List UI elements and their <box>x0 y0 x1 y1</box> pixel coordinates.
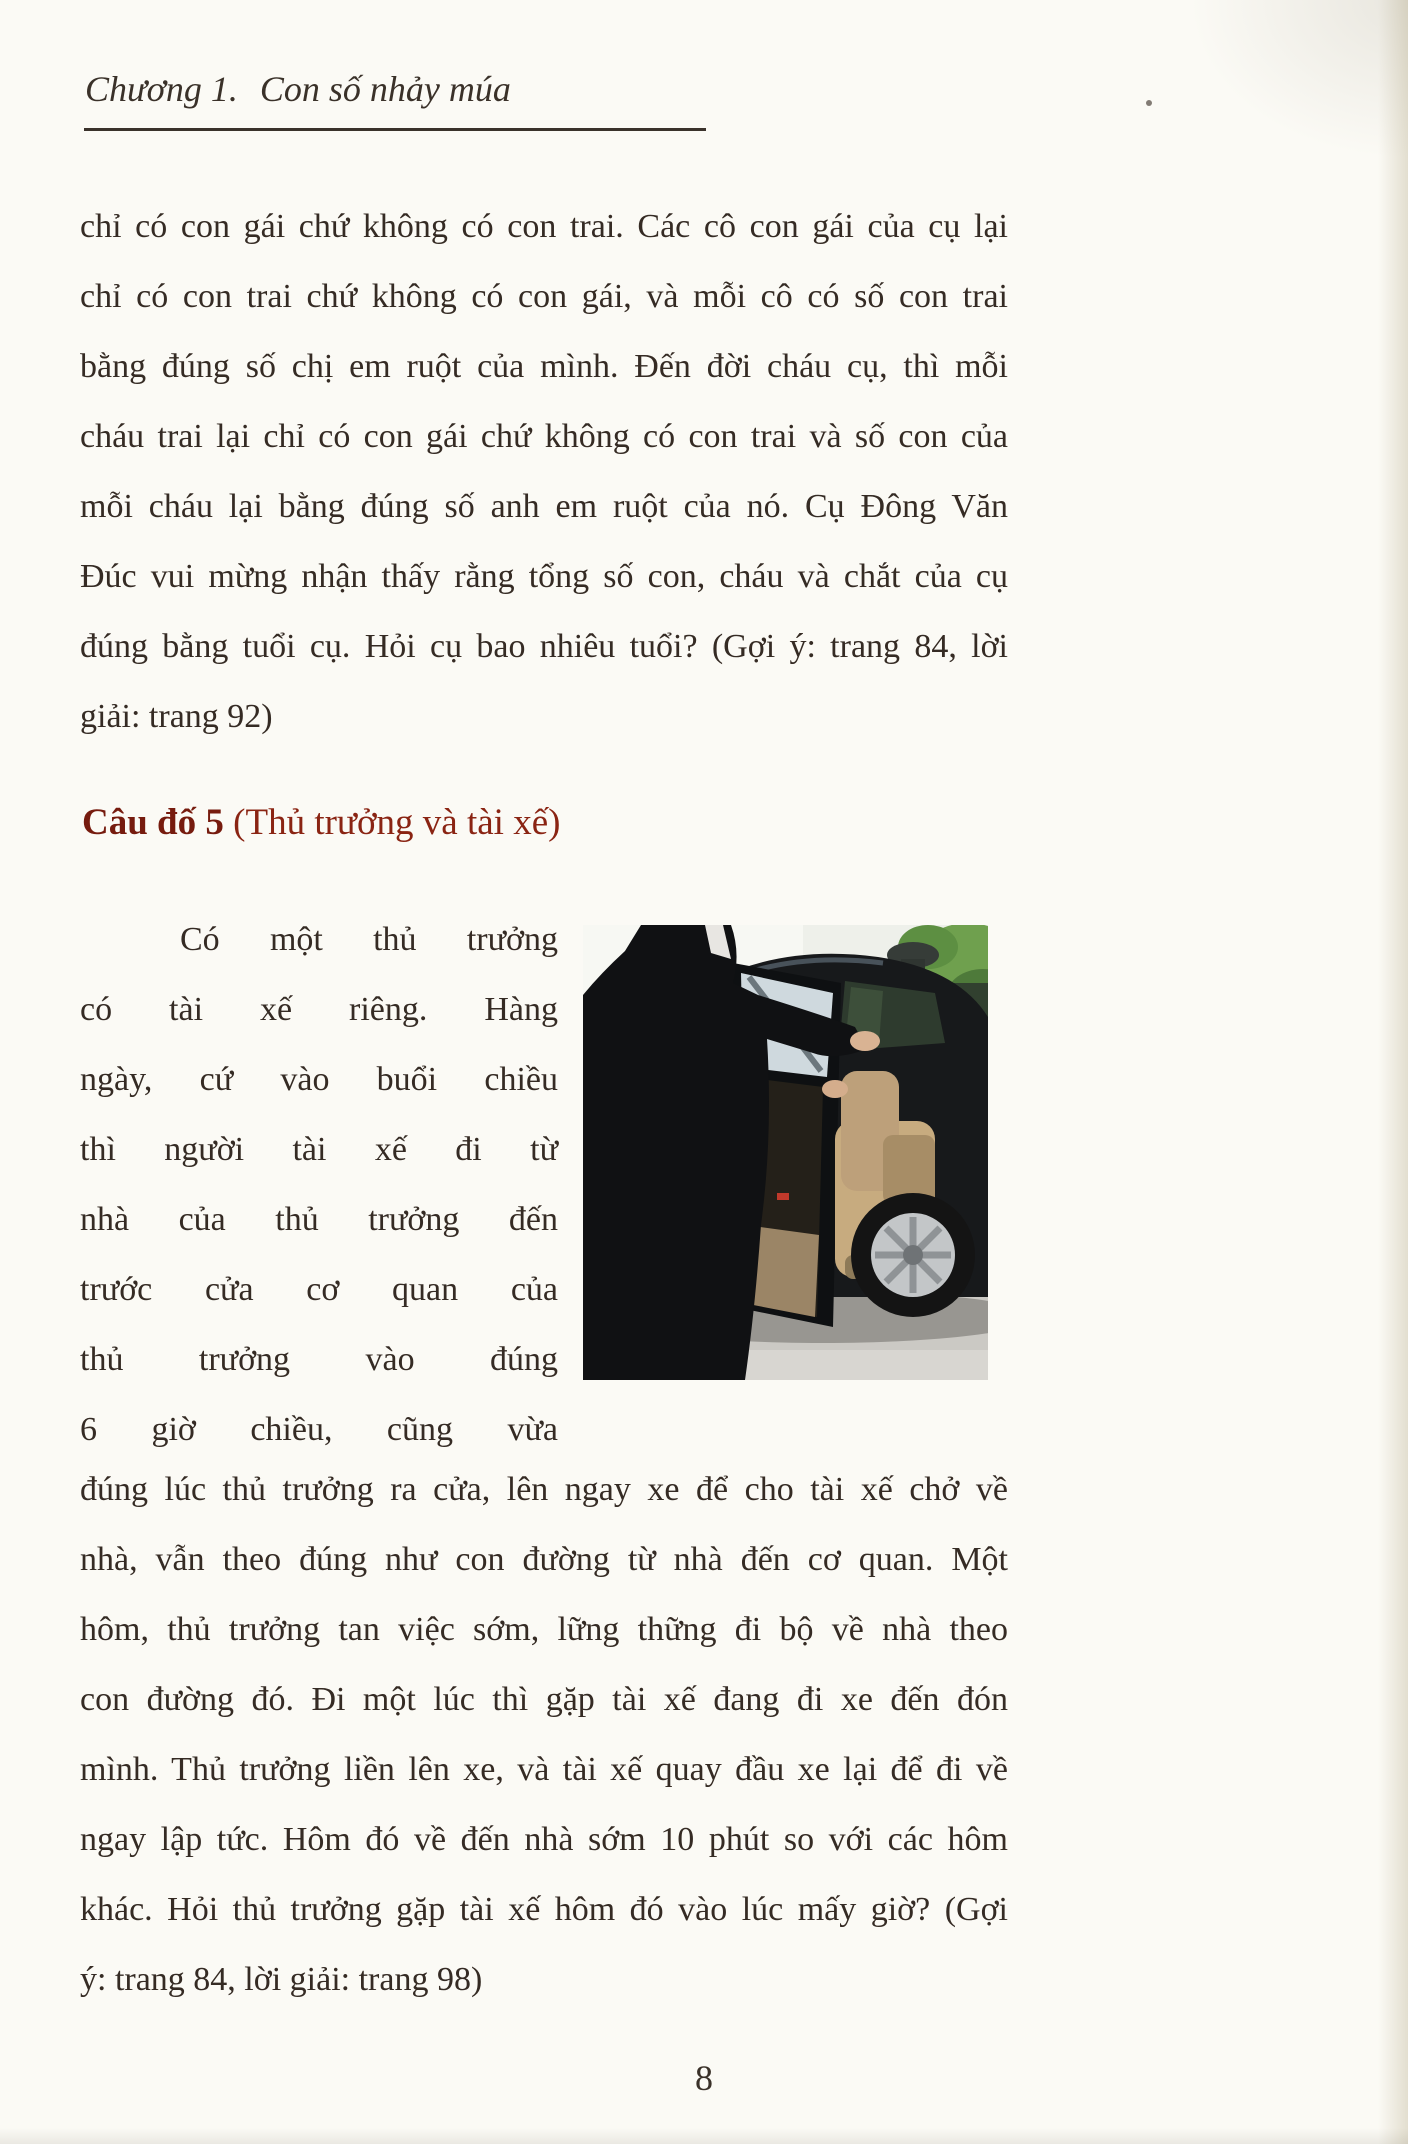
chapter-number: Chương 1. <box>85 69 238 109</box>
text-line: ngay lập tức. Hôm đó về đến nhà sớm 10 phút so với các hôm <box>80 1821 1008 1858</box>
text-line: mỗi cháu lại bằng đúng số anh em ruột của nó. Cụ Đông Văn <box>80 488 1008 525</box>
header-rule <box>84 128 706 131</box>
text-line: trước cửa cơ quan của <box>80 1271 558 1308</box>
text-line: ngày, cứ vào buổi chiều <box>80 1061 558 1098</box>
text-line: cháu trai lại chỉ có con gái chứ không có con trai và số con của <box>80 418 1008 455</box>
text-line: có tài xế riêng. Hàng <box>80 991 558 1028</box>
scan-speck <box>1146 100 1152 106</box>
puzzle-number: Câu đố 5 <box>82 802 224 843</box>
text-line: con đường đó. Đi một lúc thì gặp tài xế đang đi xe đến đón <box>80 1681 1008 1718</box>
text-line: chỉ có con trai chứ không có con gái, và mỗi cô có số con trai <box>80 278 1008 315</box>
text-line: 6 giờ chiều, cũng vừa <box>80 1411 558 1448</box>
text-line: chỉ có con gái chứ không có con trai. Các cô con gái của cụ lại <box>80 208 1008 245</box>
text-line: Đúc vui mừng nhận thấy rằng tổng số con, cháu và chắt của cụ <box>80 558 1008 595</box>
chapter-header <box>85 66 725 112</box>
chauffeur-car-illustration <box>583 925 988 1380</box>
scan-edge-shade <box>1378 0 1408 2144</box>
text-line: ý: trang 84, lời giải: trang 98) <box>80 1961 483 1998</box>
text-line: nhà của thủ trưởng đến <box>80 1201 558 1238</box>
page-number: 8 <box>695 2058 713 2098</box>
text-line: đúng bằng tuổi cụ. Hỏi cụ bao nhiêu tuổi? (Gợi ý: trang 84, lời <box>80 628 1008 665</box>
text-line: hôm, thủ trưởng tan việc sớm, lững thững đi bộ về nhà theo <box>80 1611 1008 1648</box>
text-line: thủ trưởng vào đúng <box>80 1341 558 1378</box>
text-line: bằng đúng số chị em ruột của mình. Đến đời cháu cụ, thì mỗi <box>80 348 1008 385</box>
chapter-title: Con số nhảy múa <box>259 69 511 109</box>
scan-corner-shade <box>1188 0 1408 160</box>
text-line: mình. Thủ trưởng liền lên xe, và tài xế quay đầu xe lại để đi về <box>80 1751 1008 1788</box>
text-line: khác. Hỏi thủ trưởng gặp tài xế hôm đó vào lúc mấy giờ? (Gợi <box>80 1891 1008 1928</box>
scan-bottom-shade <box>0 2128 1408 2144</box>
text-line: Có một thủ trưởng <box>180 921 558 958</box>
puzzle-heading <box>82 795 1010 855</box>
text-line: nhà, vẫn theo đúng như con đường từ nhà đến cơ quan. Một <box>80 1541 1008 1578</box>
text-line: thì người tài xế đi từ <box>80 1131 558 1168</box>
text-line: giải: trang 92) <box>80 698 273 735</box>
puzzle-photo <box>583 925 988 1380</box>
puzzle-title: (Thủ trưởng và tài xế) <box>223 802 561 843</box>
text-line: đúng lúc thủ trưởng ra cửa, lên ngay xe để cho tài xế chở về <box>80 1471 1008 1508</box>
